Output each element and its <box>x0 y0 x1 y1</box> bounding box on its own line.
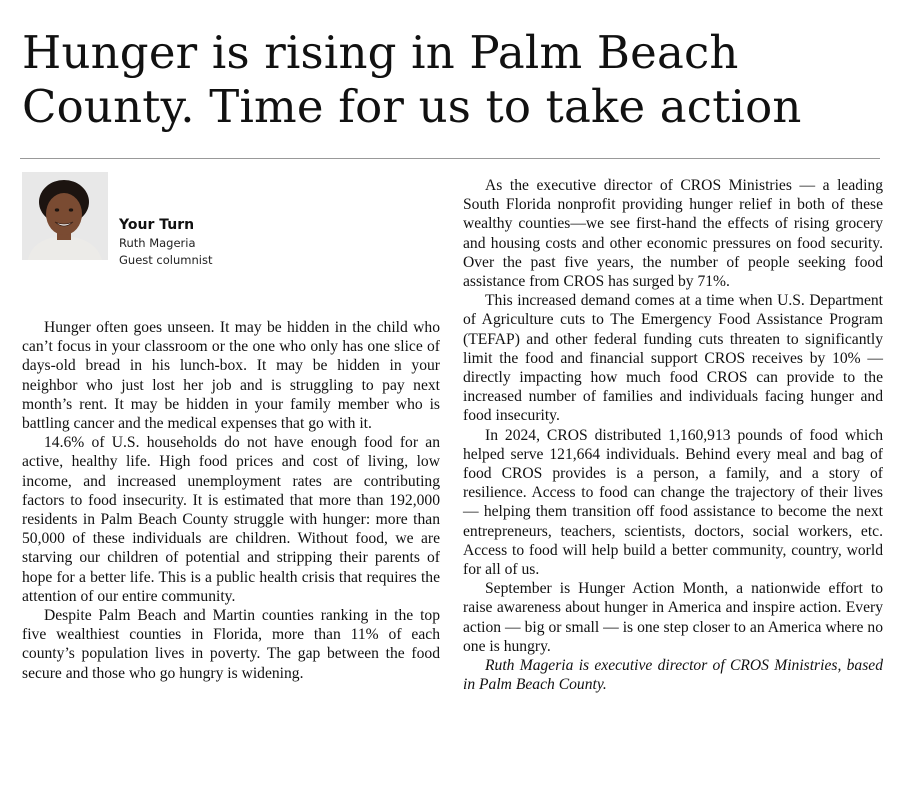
columnist-photo <box>22 172 108 260</box>
author-role: Guest columnist <box>119 253 213 267</box>
body-paragraph: September is Hunger Action Month, a nationwide effort to raise awareness about hunger in America and inspire action. Every action — big or small — is one step closer to an America where no one is hungry. <box>463 580 883 655</box>
body-paragraph: 14.6% of U.S. households do not have enough food for an active, healthy life. High food prices and cost of living, low income, and increased unemployment rates are contributing factors to food insecurity. It is estimated that more than 192,000 residents in Palm Beach County struggle with hunger: more than 50,000 of these individuals are children. Without food, we are starving our children of potential and stripping their parents of hope for a better life. This is a public health crisis that requires the attention of our entire community. <box>22 434 440 605</box>
body-paragraph: Hunger often goes unseen. It may be hidden in the child who can’t focus in your classroom or the one who only has one slice of days-old bread in his lunch-box. It may be hidden in your neighbor who just lost her job and is struggling to pay next month’s rent. It may be hidden in your family member who is battling cancer and the medical expenses that go with it. <box>22 319 440 433</box>
headline: Hunger is rising in Palm Beach County. Time for us to take action <box>22 26 802 133</box>
right-column <box>463 176 883 694</box>
headline-divider <box>20 158 880 159</box>
author-signoff: Ruth Mageria is executive director of CROS Ministries, based in Palm Beach County. <box>463 657 883 694</box>
body-paragraph: Despite Palm Beach and Martin counties ranking in the top five wealthiest counties in Florida, more than 11% of each county’s population lives in poverty. The gap between the food secure and those who go hungry is widening. <box>22 607 440 682</box>
author-name: Ruth Mageria <box>119 236 196 250</box>
columnist-portrait-icon <box>22 172 108 260</box>
body-paragraph: This increased demand comes at a time when U.S. Department of Agriculture cuts to The Emergency Food Assistance Program (TEFAP) and other federal funding cuts threaten to significantly limit the food and financial support CROS receives by 10% — directly impacting how much food CROS can provide to the increased number of families and individuals facing hunger and food insecurity. <box>463 292 883 425</box>
body-paragraph: As the executive director of CROS Ministries — a leading South Florida nonprofit providing hunger relief in both of these wealthy counties—we see first-hand the effects of rising grocery and housing costs and other economic pressures on food security. Over the past five years, the number of people seeking food assistance from CROS has surged by 71%. <box>463 177 883 291</box>
body-paragraph: In 2024, CROS distributed 1,160,913 pounds of food which helped serve 121,664 individuals. Behind every meal and bag of food CROS provides is a person, a family, and a story of resilience. Access to food can change the trajectory of their lives — helping them transition off food assistance to become the next entrepreneurs, teachers, scientists, doctors, social workers, etc. Access to food will help build a better community, country, world for all of us. <box>463 426 883 579</box>
left-column <box>22 318 440 683</box>
byline <box>119 215 212 269</box>
column-label: Your Turn <box>119 217 195 233</box>
